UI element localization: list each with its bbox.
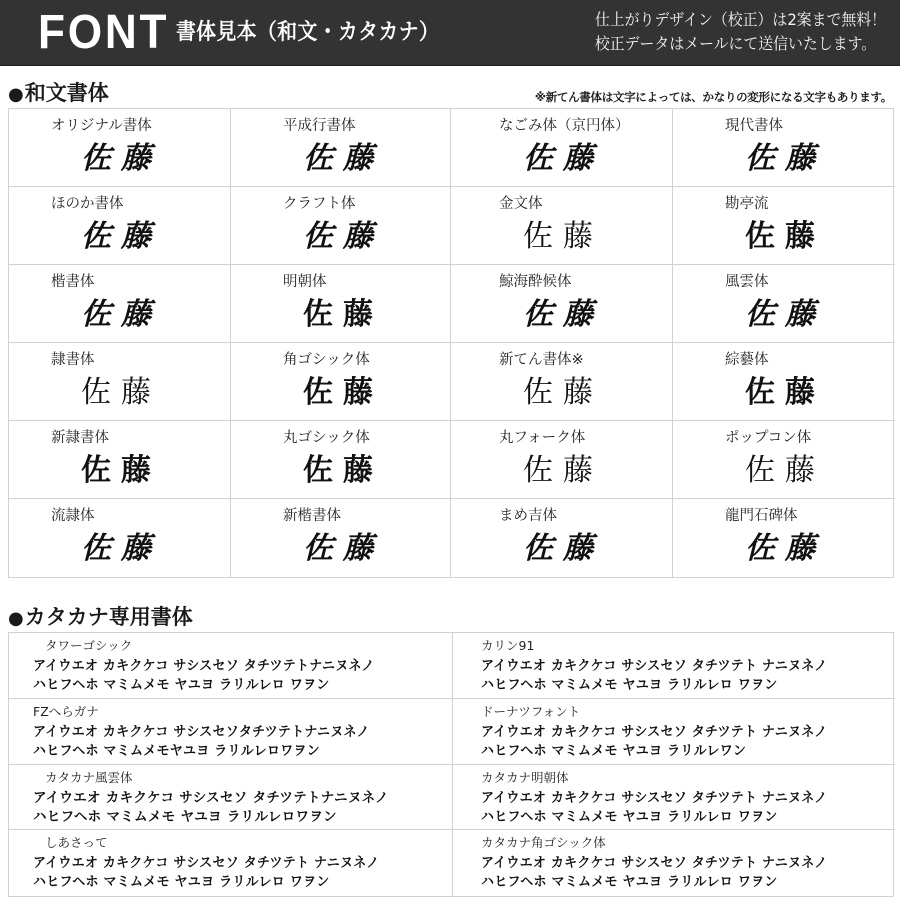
font-label: 鯨海酔候体 [499, 274, 572, 290]
font-label: 隷書体 [51, 352, 95, 368]
katakana-cell-fuun[interactable] [9, 765, 453, 831]
font-sample [481, 789, 827, 827]
font-cell-mamekichi[interactable] [451, 499, 673, 577]
font-sample: 佐藤 [523, 531, 603, 566]
font-cell-ryumon-sekihi[interactable] [673, 499, 895, 577]
font-sample: 佐藤 [523, 219, 603, 254]
font-cell-reisho[interactable] [9, 343, 231, 421]
font-label: 綜藝体 [725, 352, 769, 368]
font-sample [481, 723, 827, 761]
font-sample: 佐藤 [303, 375, 383, 410]
font-cell-kaku-gothic[interactable] [231, 343, 451, 421]
katakana-cell-shiasatte[interactable] [9, 830, 453, 896]
sample-line-1: アイウエオ カキクケコ サシスセソタチツテトナニヌネノ [33, 723, 370, 740]
font-cell-shin-kaisho[interactable] [231, 499, 451, 577]
font-sample: 佐藤 [745, 531, 825, 566]
font-label: ドーナツフォント [481, 703, 581, 719]
font-label: オリジナル書体 [51, 118, 152, 134]
font-sample: 佐藤 [745, 219, 825, 254]
font-label: タワーゴシック [45, 638, 133, 653]
font-sample: 佐藤 [303, 141, 383, 176]
font-cell-maru-gothic[interactable] [231, 421, 451, 499]
font-sample: 佐藤 [81, 531, 161, 566]
font-cell-kanteiryu[interactable] [673, 187, 895, 265]
font-sample: 佐藤 [81, 219, 161, 254]
katakana-cell-karin91[interactable] [453, 633, 895, 699]
font-sample: 佐藤 [81, 375, 161, 410]
sample-line-2: ハヒフヘホ マミムメモ ヤユヨ ラリルレロ ワヲン [481, 874, 778, 891]
sample-line-2: ハヒフヘホ マミムメモ ヤユヨ ラリルレロワヲン [33, 808, 337, 825]
font-label: 金文体 [499, 196, 543, 212]
font-sample [33, 789, 389, 827]
font-label: カタカナ明朝体 [481, 769, 569, 785]
font-sample: 佐藤 [523, 375, 603, 410]
bullet-icon: ● [8, 608, 24, 629]
font-label: カタカナ角ゴシック体 [481, 835, 606, 851]
kanji-font-grid [8, 108, 894, 578]
font-sample [33, 854, 379, 892]
kanji-section-note: ※新てん書体は文字によっては、かなりの変形になる文字もあります。 [534, 90, 892, 104]
font-cell-fuun[interactable] [673, 265, 895, 343]
banner-logo-text: FONT [38, 6, 170, 59]
font-sample: 佐藤 [745, 141, 825, 176]
sample-line-1: アイウエオ カキクケコ サシスセソ タチツテト ナニヌネノ [33, 855, 380, 872]
font-sample: 佐藤 [81, 141, 161, 176]
font-label: 勘亭流 [725, 196, 769, 212]
katakana-cell-kaku-gothic[interactable] [453, 830, 895, 896]
font-label: 新隷書体 [51, 430, 109, 446]
font-label: 現代書体 [725, 118, 783, 134]
sample-line-2: ハヒフヘホ マミムメモヤユヨ ラリルレロワヲン [33, 742, 320, 759]
font-label: 丸フォーク体 [499, 430, 586, 446]
katakana-section-title: カタカナ専用書体 [24, 605, 193, 629]
font-label: ポップコン体 [725, 430, 812, 446]
header-banner [0, 0, 900, 66]
font-sample [33, 723, 370, 761]
font-cell-original[interactable] [9, 109, 231, 187]
font-label: カタカナ風雲体 [45, 769, 133, 785]
font-sample: 佐藤 [745, 453, 825, 488]
sample-line-2: ハヒフヘホ マミムメモ ヤユヨ ラリルレワン [481, 742, 747, 759]
sample-line-2: ハヒフヘホ マミムメモ ヤユヨ ラリルレロ ワヲン [481, 808, 778, 825]
font-cell-ryurei[interactable] [9, 499, 231, 577]
font-label: FZへらガナ [33, 703, 99, 719]
kanji-section-heading [8, 80, 109, 108]
font-label: 新てん書体※ [499, 352, 584, 368]
sample-line-2: ハヒフヘホ マミムメモ ヤユヨ ラリルレロ ワヲン [33, 874, 330, 891]
banner-note-line-2: 校正データはメールにて送信いたします。 [594, 34, 877, 53]
katakana-cell-fz-heragana[interactable] [9, 699, 453, 765]
font-sample: 佐藤 [303, 219, 383, 254]
font-cell-shin-reisho[interactable] [9, 421, 231, 499]
font-label: 丸ゴシック体 [283, 430, 370, 446]
katakana-font-grid [8, 632, 894, 897]
font-cell-kinbun[interactable] [451, 187, 673, 265]
font-label: カリン91 [481, 638, 535, 653]
sample-line-2: ハヒフヘホ マミムメモ ヤユヨ ラリルレロ ワヲン [481, 677, 778, 693]
font-cell-gendai[interactable] [673, 109, 895, 187]
font-label: 新楷書体 [283, 508, 341, 524]
font-label: クラフト体 [283, 196, 356, 212]
font-cell-geikai-suiko[interactable] [451, 265, 673, 343]
sample-line-1: アイウエオ カキクケコ サシスセソ タチツテト ナニヌネノ [481, 789, 828, 806]
font-label: なごみ体（京円体） [499, 118, 630, 134]
sample-line-1: アイウエオ カキクケコ サシスセソ タチツテトナニヌネノ [33, 789, 389, 806]
katakana-cell-tower-gothic[interactable] [9, 633, 453, 699]
bullet-icon: ● [8, 84, 24, 105]
font-sample [33, 657, 375, 695]
sample-line-1: アイウエオ カキクケコ サシスセソ タチツテト ナニヌネノ [481, 658, 828, 674]
sample-line-1: アイウエオ カキクケコ サシスセソ タチツテト ナニヌネノ [481, 855, 828, 872]
font-sample: 佐藤 [303, 531, 383, 566]
font-cell-maru-folk[interactable] [451, 421, 673, 499]
font-sample [481, 657, 827, 695]
katakana-section-heading [8, 604, 193, 632]
font-cell-craft[interactable] [231, 187, 451, 265]
banner-note-line-1: 仕上がりデザイン（校正）は2案まで無料！ [594, 10, 886, 29]
font-cell-heisei-gyosho[interactable] [231, 109, 451, 187]
font-cell-kaisho[interactable] [9, 265, 231, 343]
font-cell-nagomi[interactable] [451, 109, 673, 187]
katakana-cell-donut[interactable] [453, 699, 895, 765]
font-sample: 佐藤 [523, 453, 603, 488]
font-sample: 佐藤 [523, 141, 603, 176]
font-sample [481, 854, 827, 892]
font-sample: 佐藤 [523, 297, 603, 332]
katakana-cell-mincho[interactable] [453, 765, 895, 831]
font-sample: 佐藤 [303, 453, 383, 488]
kanji-section-title: 和文書体 [24, 81, 109, 105]
banner-note [595, 8, 886, 56]
font-sample: 佐藤 [745, 375, 825, 410]
font-sample: 佐藤 [745, 297, 825, 332]
font-sample: 佐藤 [81, 297, 161, 332]
font-label: 平成行書体 [283, 118, 356, 134]
font-label: ほのか書体 [51, 196, 124, 212]
font-label: 角ゴシック体 [283, 352, 370, 368]
sample-line-1: アイウエオ カキクケコ サシスセソ タチツテトナニヌネノ [33, 658, 375, 674]
banner-title: 書体見本（和文・カタカナ） [176, 20, 440, 45]
font-label: 明朝体 [283, 274, 327, 290]
sample-line-1: アイウエオ カキクケコ サシスセソ タチツテト ナニヌネノ [481, 723, 828, 740]
font-label: 風雲体 [725, 274, 769, 290]
sample-line-2: ハヒフヘホ マミムメモ ヤユヨ ラリルレロ ワヲン [33, 677, 330, 693]
font-sample: 佐藤 [303, 297, 383, 332]
font-cell-popcon[interactable] [673, 421, 895, 499]
font-label: まめ吉体 [499, 508, 557, 524]
font-label: 流隷体 [51, 508, 95, 524]
font-cell-honoka[interactable] [9, 187, 231, 265]
font-label: しあさって [45, 835, 108, 851]
font-label: 龍門石碑体 [725, 508, 798, 524]
font-sample: 佐藤 [81, 453, 161, 488]
font-cell-shin-tensho[interactable] [451, 343, 673, 421]
font-cell-mincho[interactable] [231, 265, 451, 343]
font-label: 楷書体 [51, 274, 95, 290]
font-cell-sogei[interactable] [673, 343, 895, 421]
